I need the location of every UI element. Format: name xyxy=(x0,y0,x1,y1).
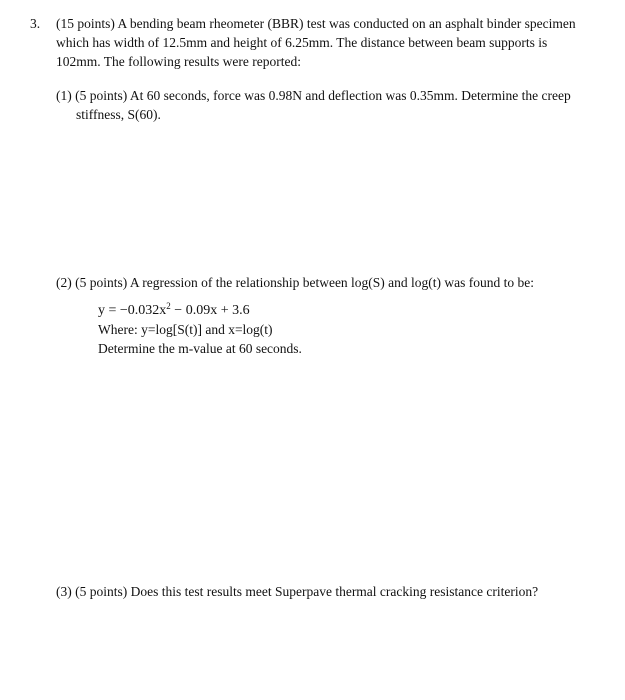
problem-number: 3. xyxy=(30,16,41,31)
equation-rhs: − 0.09x + 3.6 xyxy=(170,303,250,318)
part-3 xyxy=(56,582,596,601)
part-2 xyxy=(56,273,596,292)
intro-line-2: which has width of 12.5mm and height of 6.25mm. The distance between beam supports is xyxy=(56,35,548,50)
part-2-line-1: (2) (5 points) A regression of the relationship between log(S) and log(t) was found to be: xyxy=(56,275,535,290)
problem-intro xyxy=(56,14,601,71)
regression-equation xyxy=(98,301,578,320)
intro-line-1: (15 points) A bending beam rheometer (BBR) test was conducted on an asphalt binder specimen xyxy=(56,16,576,31)
part-1-line-2: stiffness, S(60). xyxy=(76,107,161,122)
equation-exponent: 2 xyxy=(166,301,171,311)
equation-lhs: y = −0.032x xyxy=(98,303,167,318)
part-2-equation-block xyxy=(98,301,578,358)
part-3-line-1: (3) (5 points) Does this test results meet Superpave thermal cracking resistance criterion? xyxy=(56,584,539,599)
part-2-task: Determine the m-value at 60 seconds. xyxy=(98,341,302,356)
part-1 xyxy=(56,86,596,124)
equation-where: Where: y=log[S(t)] and x=log(t) xyxy=(98,322,273,337)
intro-line-3: 102mm. The following results were reported: xyxy=(56,54,301,69)
part-1-line-1: (1) (5 points) At 60 seconds, force was 0.98N and deflection was 0.35mm. Determine the creep xyxy=(56,88,571,103)
